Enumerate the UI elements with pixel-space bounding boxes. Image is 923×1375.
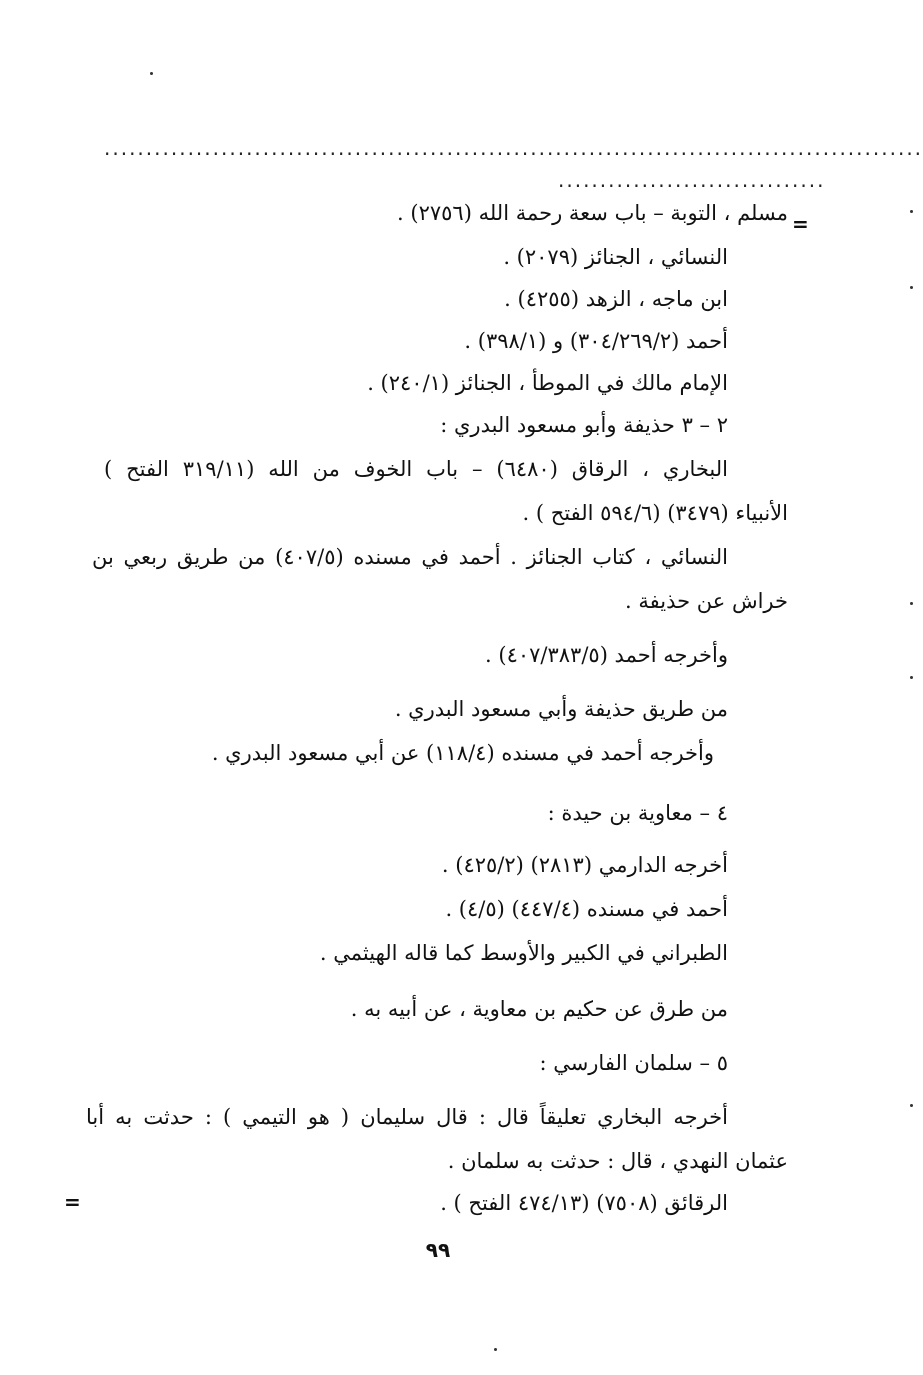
section-heading-4: ٤ – معاوية بن حيدة :	[547, 801, 728, 825]
text-line-12: من طريق حذيفة وأبي مسعود البدري .	[394, 697, 728, 721]
section-heading-5: ٥ – سلمان الفارسي :	[539, 1051, 728, 1075]
text-line-2: النسائي ، الجنائز (٢٠٧٩) .	[503, 245, 728, 269]
text-line-4: أحمد (٣٠٤/٢٦٩/٢) و (٣٩٨/١) .	[464, 329, 728, 353]
scan-speck	[910, 676, 913, 679]
text-line-13: وأخرجه أحمد في مسنده (١١٨/٤) عن أبي مسعود البدري .	[211, 741, 714, 765]
scan-speck	[910, 602, 913, 605]
footnote-separator-short: ................................	[558, 168, 826, 192]
text-line-3: ابن ماجه ، الزهد (٤٢٥٥) .	[504, 287, 728, 311]
section-heading-2-3: ٢ – ٣ حذيفة وأبو مسعود البدري :	[440, 413, 728, 437]
margin-mark-top: =	[792, 212, 809, 236]
scan-speck	[494, 1348, 497, 1351]
text-line-9: النسائي ، كتاب الجنائز . أحمد في مسنده (٤٠٧/٥) من طريق ربعي بن	[92, 545, 728, 569]
text-line-15: أخرجه الدارمي (٢٨١٣) (٤٢٥/٢) .	[441, 853, 728, 877]
scan-speck	[150, 72, 153, 75]
text-line-11: وأخرجه أحمد (٤٠٧/٣٨٣/٥) .	[485, 643, 728, 667]
scan-speck	[910, 286, 913, 289]
text-line-10: خراش عن حذيفة .	[625, 589, 788, 613]
scan-speck	[910, 210, 913, 213]
text-line-22: الرقائق (٧٥٠٨) (٤٧٤/١٣ الفتح ) .	[440, 1191, 728, 1215]
text-line-17: الطبراني في الكبير والأوسط كما قاله الهيثمي .	[319, 941, 728, 965]
text-line-7: البخاري ، الرقاق (٦٤٨٠) – باب الخوف من الله (٣١٩/١١ الفتح )	[104, 457, 728, 481]
page-number: ٩٩	[425, 1238, 451, 1262]
text-line-16: أحمد في مسنده (٤٤٧/٤) (٤/٥) .	[445, 897, 728, 921]
text-line-18: من طرق عن حكيم بن معاوية ، عن أبيه به .	[350, 997, 728, 1021]
footnote-separator-long: ..................................................................................................	[104, 136, 923, 160]
margin-mark-bottom: =	[64, 1190, 81, 1214]
text-line-8: الأنبياء (٣٤٧٩) (٥٩٤/٦ الفتح ) .	[522, 501, 788, 525]
text-line-5: الإمام مالك في الموطأ ، الجنائز (٢٤٠/١) .	[367, 371, 728, 395]
text-line-20: أخرجه البخاري تعليقاً قال : قال سليمان ( هو التيمي ) : حدثت به أبا	[86, 1105, 728, 1129]
scan-speck	[910, 1104, 913, 1107]
text-line-1: مسلم ، التوبة – باب سعة رحمة الله (٢٧٥٦) .	[397, 201, 788, 225]
text-line-21: عثمان النهدي ، قال : حدثت به سلمان .	[447, 1149, 788, 1173]
